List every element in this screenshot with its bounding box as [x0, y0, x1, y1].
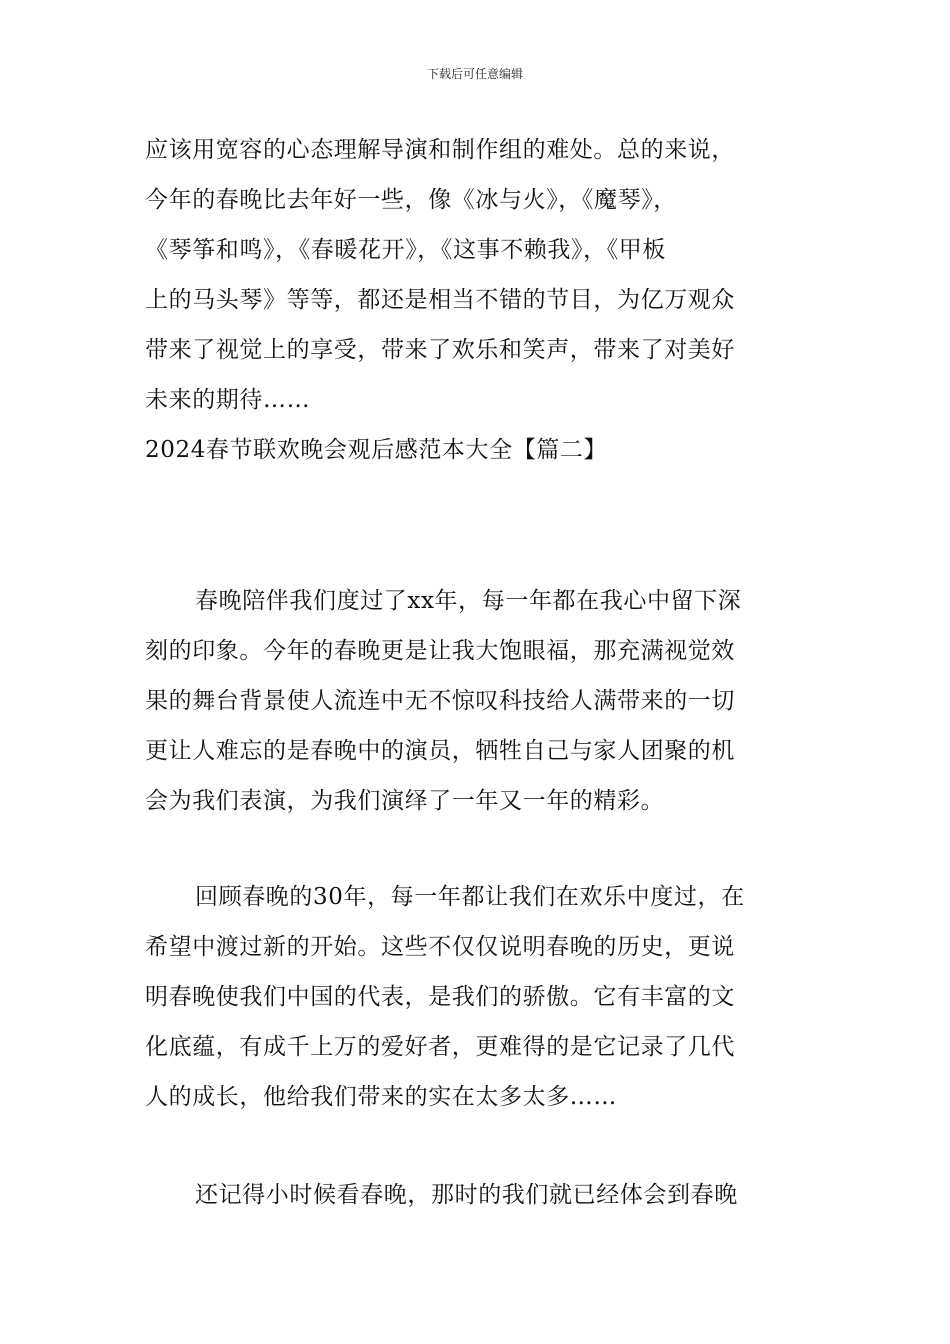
- text-line: 还记得小时候看春晚，那时的我们就已经体会到春晚: [195, 1182, 738, 1208]
- text-line: 今年的春晚比去年好一些，像《冰与火》，《魔琴》，: [145, 187, 677, 213]
- text-line: 更让人难忘的是春晚中的演员，牺牲自己与家人团聚的机: [145, 738, 735, 764]
- page-header-note: 下载后可任意编辑: [426, 67, 523, 81]
- text-line: 未来的期待……: [145, 387, 311, 413]
- text-line: 应该用宽容的心态理解导演和制作组的难处。总的来说，: [145, 137, 735, 163]
- text-line: 带来了视觉上的享受，带来了欢乐和笑声，带来了对美好: [145, 337, 735, 363]
- text-line: 刻的印象。今年的春晚更是让我大饱眼福，那充满视觉效: [145, 638, 735, 664]
- text-line: 上的马头琴》等等，都还是相当不错的节目，为亿万观众: [145, 287, 735, 313]
- text-line: 回顾春晚的30年，每一年都让我们在欢乐中度过，在: [195, 884, 745, 910]
- text-line: 人的成长，他给我们带来的实在太多太多……: [145, 1084, 617, 1110]
- text-line: 《琴筝和鸣》，《春暖花开》，《这事不赖我》，《甲板: [145, 237, 666, 263]
- text-line: 春晚陪伴我们度过了xx年，每一年都在我心中留下深: [195, 588, 742, 614]
- section-heading: 2024春节联欢晚会观后感范本大全【篇二】: [145, 437, 608, 463]
- text-line: 化底蕴，有成千上万的爱好者，更难得的是它记录了几代: [145, 1034, 735, 1060]
- text-line: 明春晚使我们中国的代表，是我们的骄傲。它有丰富的文: [145, 984, 735, 1010]
- text-line: 希望中渡过新的开始。这些不仅仅说明春晚的历史，更说: [145, 934, 735, 960]
- text-line: 果的舞台背景使人流连中无不惊叹科技给人满带来的一切: [145, 688, 735, 714]
- text-line: 会为我们表演，为我们演绎了一年又一年的精彩。: [145, 788, 665, 814]
